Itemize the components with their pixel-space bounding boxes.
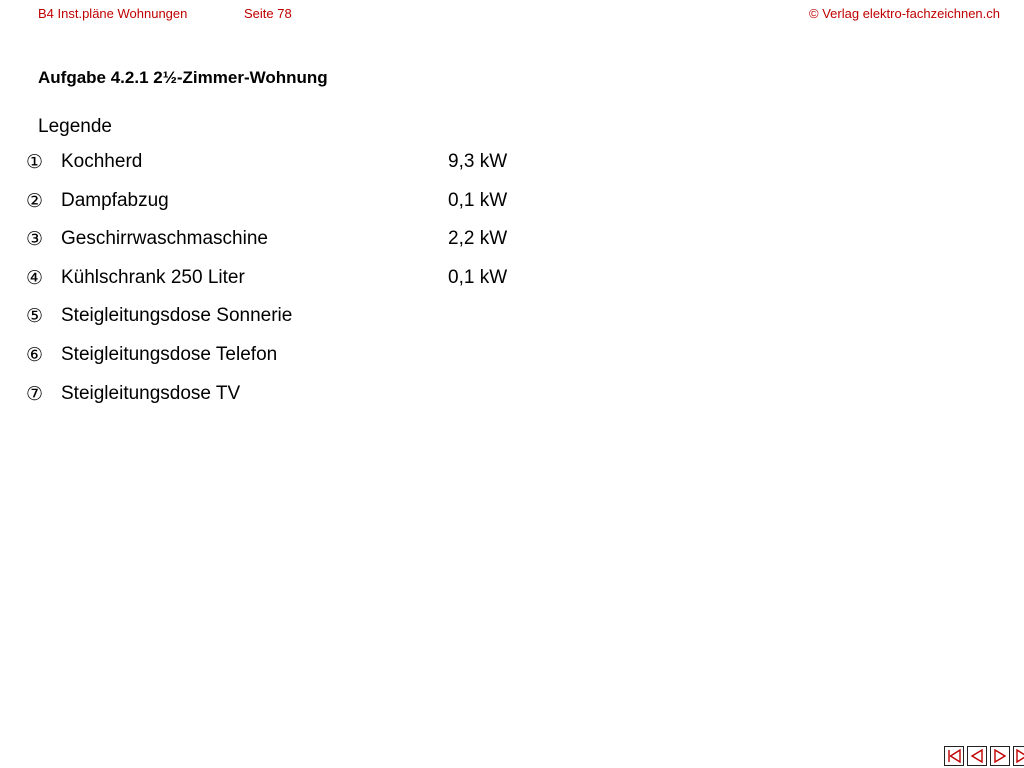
next-page-icon: [991, 747, 1009, 765]
legend-item-number: ⑥: [26, 343, 44, 366]
last-page-button[interactable]: [1013, 746, 1024, 766]
legend-item-label: Kochherd: [61, 151, 143, 172]
header-section-label: B4 Inst.pläne Wohnungen: [38, 6, 188, 21]
legend-item-label: Kühlschrank 250 Liter: [61, 266, 245, 288]
legend-item-power: 2,2 kW: [448, 228, 508, 250]
legend-item-power: 0,1 kW: [448, 266, 508, 288]
legend-item-label: Dampfabzug: [61, 189, 169, 211]
legend-item: [26, 149, 546, 188]
legend-item-label: Steigleitungsdose Telefon: [61, 343, 278, 365]
legend-item: [26, 188, 546, 227]
legend-heading: Legende: [38, 116, 112, 137]
legend-list: [26, 149, 546, 419]
legend-item-number: ③: [26, 228, 44, 251]
legend-item-label: Geschirrwaschmaschine: [61, 228, 268, 250]
legend-item-number: ⑤: [26, 305, 44, 328]
legend-item-number: ①: [26, 151, 44, 173]
legend-item: [26, 342, 546, 381]
legend-item-number: ②: [26, 189, 44, 212]
legend-item: [26, 265, 546, 304]
first-page-button[interactable]: [944, 746, 964, 766]
header-copyright: © Verlag elektro-fachzeichnen.ch: [809, 6, 1000, 21]
legend-item: [26, 226, 546, 265]
legend-item-label: Steigleitungsdose TV: [61, 382, 241, 404]
next-page-button[interactable]: [990, 746, 1010, 766]
page-title: Aufgabe 4.2.1 2½-Zimmer-Wohnung: [38, 68, 328, 87]
legend-item-label: Steigleitungsdose Sonnerie: [61, 305, 293, 327]
first-page-icon: [945, 747, 963, 765]
legend-item-number: ④: [26, 266, 44, 289]
header-page-number: Seite 78: [244, 6, 292, 21]
legend-item-power: 0,1 kW: [448, 189, 508, 211]
previous-page-icon: [968, 747, 986, 765]
legend-item: [26, 381, 546, 420]
last-page-icon: [1014, 747, 1024, 765]
previous-page-button[interactable]: [967, 746, 987, 766]
page-navigation: [944, 746, 1024, 766]
legend-item-number: ⑦: [26, 382, 44, 405]
legend-item: [26, 303, 546, 342]
legend-item-power: 9,3 kW: [448, 151, 508, 172]
